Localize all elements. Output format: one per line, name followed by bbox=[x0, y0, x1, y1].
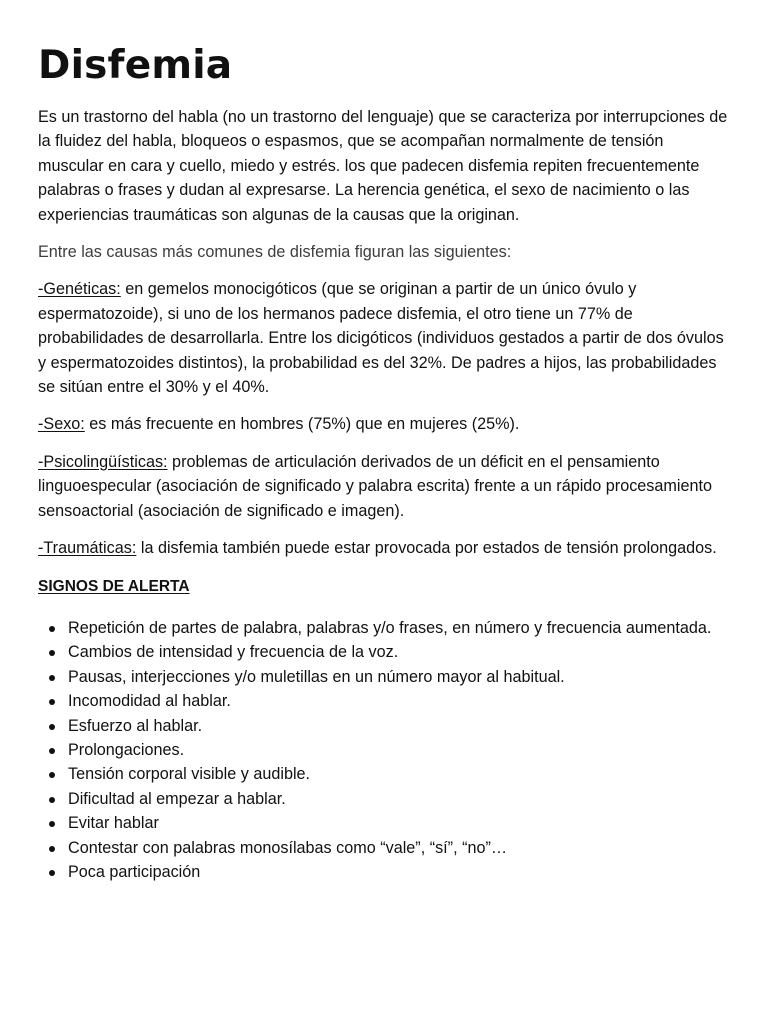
list-item bbox=[38, 860, 730, 884]
list-item-text: Prolongaciones. bbox=[68, 740, 185, 759]
list-item-text: Incomodidad al hablar. bbox=[68, 692, 231, 711]
list-item bbox=[38, 616, 730, 640]
cause-geneticas bbox=[38, 277, 730, 399]
list-item bbox=[38, 738, 730, 762]
list-item bbox=[38, 640, 730, 664]
cause-text: problemas de articulación derivados de un déficit en el pensamiento linguoespecular (asociación de significado y palabra escrita) frente a un rápido procesamiento sensoactorial (asociación de significado e imagen). bbox=[38, 452, 712, 520]
list-item bbox=[38, 689, 730, 713]
list-item-text: Dificultad al empezar a hablar. bbox=[68, 789, 286, 808]
cause-label: -Sexo: bbox=[38, 415, 85, 434]
cause-text: en gemelos monocigóticos (que se originan a partir de un único óvulo y espermatozoide), si uno de los hermanos padece disfemia, el otro tiene un 77% de probabilidades de desarrollarla. Entre los dicigóticos (individuos gestados a partir de dos óvulos y espermatozoides distintos), la probabilidad es del 32%. De padres a hijos, las probabilidades se sitúan entre el 30% y el 40%. bbox=[38, 280, 724, 397]
bullet-icon bbox=[49, 724, 55, 730]
bullet-icon bbox=[49, 821, 55, 827]
cause-label: -Traumáticas: bbox=[38, 539, 137, 558]
bullet-icon bbox=[49, 797, 55, 803]
cause-label: -Genéticas: bbox=[38, 280, 121, 299]
causes-intro: Entre las causas más comunes de disfemia figuran las siguientes: bbox=[38, 243, 512, 262]
list-item-text: Evitar hablar bbox=[68, 814, 159, 833]
list-item-text: Contestar con palabras monosílabas como “vale”, “sí”, “no”… bbox=[68, 838, 508, 857]
cause-text: la disfemia también puede estar provocada por estados de tensión prolongados. bbox=[136, 539, 717, 558]
cause-traumaticas bbox=[38, 536, 730, 560]
list-item bbox=[38, 665, 730, 689]
cause-sexo bbox=[38, 412, 730, 436]
list-item-text: Esfuerzo al hablar. bbox=[68, 716, 203, 735]
bullet-icon bbox=[49, 772, 55, 778]
signs-heading: SIGNOS DE ALERTA bbox=[38, 577, 190, 595]
list-item bbox=[38, 811, 730, 835]
list-item bbox=[38, 762, 730, 786]
cause-label: -Psicolingüísticas: bbox=[38, 452, 168, 471]
page-title: Disfemia bbox=[38, 43, 233, 88]
cause-text: es más frecuente en hombres (75%) que en mujeres (25%). bbox=[84, 415, 520, 434]
intro-paragraph: Es un trastorno del habla (no un trastorno del lenguaje) que se caracteriza por interrupciones de la fluidez del habla, bloqueos o espasmos, que se acompañan normalmente de tensión muscular en cara y cuello, miedo y estrés. los que padecen disfemia repiten frecuentemente palabras o frases y dudan al expresarse. La herencia genética, el sexo de nacimiento o las experiencias traumáticas son algunas de la causas que la originan. bbox=[38, 108, 728, 224]
list-item bbox=[38, 836, 730, 860]
bullet-icon bbox=[49, 675, 55, 681]
list-item-text: Cambios de intensidad y frecuencia de la voz. bbox=[68, 643, 399, 662]
bullet-icon bbox=[49, 650, 55, 656]
list-item-text: Tensión corporal visible y audible. bbox=[68, 765, 311, 784]
list-item-text: Repetición de partes de palabra, palabras y/o frases, en número y frecuencia aumentada. bbox=[68, 618, 712, 637]
bullet-icon bbox=[49, 870, 55, 876]
list-item bbox=[38, 714, 730, 738]
bullet-icon bbox=[49, 699, 55, 705]
cause-psicolinguisticas bbox=[38, 450, 730, 523]
bullet-icon bbox=[49, 748, 55, 754]
list-item-text: Poca participación bbox=[68, 862, 201, 881]
bullet-icon bbox=[49, 846, 55, 852]
list-item bbox=[38, 787, 730, 811]
bullet-icon bbox=[49, 626, 55, 632]
list-item-text: Pausas, interjecciones y/o muletillas en un número mayor al habitual. bbox=[68, 667, 565, 686]
signs-list bbox=[38, 616, 730, 884]
